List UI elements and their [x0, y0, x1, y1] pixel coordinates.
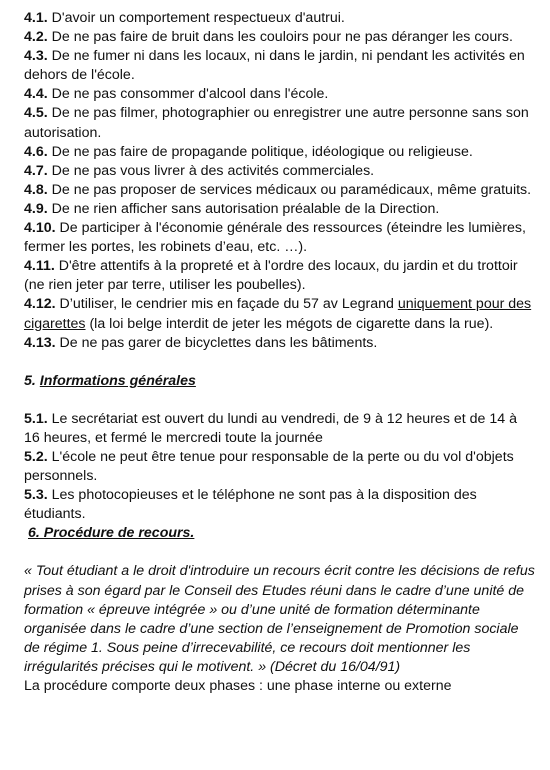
rule-text: De ne pas proposer de services médicaux ou paramédicaux, même gratuits.	[47, 181, 532, 198]
section-number: 5.	[24, 372, 40, 389]
rule-text: D’utiliser, le cendrier mis en façade du 57 av Legrand	[55, 296, 398, 313]
rule-number: 4.4.	[24, 86, 48, 103]
rules-list	[24, 9, 536, 295]
rule-item	[24, 85, 536, 104]
rule-number: 4.11.	[24, 258, 55, 275]
rule-text-underlined: uniquement pour des cigarettes	[24, 296, 532, 332]
info-text: Le secrétariat est ouvert du lundi au vendredi, de 9 à 12 heures et de 14 à 16 heures, et fermé le mercredi toute la journée	[24, 410, 517, 446]
rule-item	[24, 143, 536, 162]
rule-text: De ne pas faire de propagande politique, idéologique ou religieuse.	[47, 143, 473, 160]
rule-item	[24, 9, 536, 28]
rule-number: 4.12.	[24, 296, 56, 313]
rule-number: 4.2.	[24, 29, 48, 46]
rule-text: De ne pas faire de bruit dans les couloirs pour ne pas déranger les cours.	[47, 29, 513, 46]
rule-text: De ne pas filmer, photographier ou enregistrer une autre personne sans son autorisation.	[24, 105, 529, 141]
info-text: Les photocopieuses et le téléphone ne sont pas à la disposition des étudiants.	[24, 487, 477, 523]
rule-number: 4.8.	[24, 181, 48, 198]
procedure-line: La procédure comporte deux phases : une phase interne ou externe	[24, 678, 452, 694]
rule-item	[24, 162, 536, 181]
rule-number: 4.6.	[24, 143, 48, 160]
rule-text: De participer à l'économie générale des ressources (éteindre les lumières, fermer les portes, les robinets d’eau, etc. …).	[24, 220, 526, 256]
rule-text: De ne pas vous livrer à des activités commerciales.	[47, 162, 375, 179]
rule-number: 4.9.	[24, 200, 48, 217]
infos-list	[24, 410, 536, 525]
rule-item	[24, 219, 536, 257]
rule-item	[24, 104, 536, 142]
section-6-heading	[24, 524, 536, 543]
rule-text: De ne rien afficher sans autorisation préalable de la Direction.	[47, 200, 440, 217]
info-item	[24, 486, 536, 524]
rule-number: 4.5.	[24, 105, 48, 122]
spacer	[24, 543, 536, 562]
rule-text: (la loi belge interdit de jeter les mégots de cigarette dans la rue).	[85, 315, 494, 332]
rule-text: De ne pas consommer d'alcool dans l'école.	[47, 86, 329, 103]
rule-item-4-13	[24, 334, 536, 353]
rule-number: 4.13.	[24, 334, 56, 351]
spacer	[24, 391, 536, 410]
rule-text: De ne pas garer de bicyclettes dans les bâtiments.	[55, 334, 378, 351]
spacer	[24, 353, 536, 372]
rule-number: 4.1.	[24, 10, 48, 26]
rule-text: De ne fumer ni dans les locaux, ni dans le jardin, ni pendant les activités en dehors de l'école.	[24, 48, 525, 84]
section-title: Informations générales	[39, 372, 196, 389]
rule-item	[24, 257, 536, 295]
rule-number: 4.7.	[24, 162, 48, 179]
decree-quote: « Tout étudiant a le droit d'introduire un recours écrit contre les décisions de refus prises à son égard par le Conseil des Etudes réuni dans le cadre d’une unité de formation « épreuve intégrée » ou d’une unité de formation déterminante organisée dans le cadre d’une section de l’enseignement de Promotion sociale de régime 1. Sous peine d’irrecevabilité, ce recours doit mentionner les irrégularités précises qui le motivent. » (Décret du 16/04/91)	[24, 563, 535, 675]
info-item	[24, 410, 536, 448]
section-5-heading	[24, 372, 536, 391]
section-title: 6. Procédure de recours.	[28, 525, 195, 542]
info-number: 5.2.	[24, 448, 48, 465]
info-number: 5.3.	[24, 487, 48, 504]
rule-item-4-12	[24, 295, 536, 333]
rule-text: D'être attentifs à la propreté et à l'ordre des locaux, du jardin et du trottoir (ne rien jeter par terre, utiliser les poubelles).	[24, 258, 518, 294]
rule-item	[24, 47, 536, 85]
info-item	[24, 448, 536, 486]
rule-number: 4.10.	[24, 220, 56, 237]
rule-text: D'avoir un comportement respectueux d'autrui.	[47, 10, 345, 26]
rule-item	[24, 28, 536, 47]
info-text: L'école ne peut être tenue pour responsable de la perte ou du vol d'objets personnels.	[24, 448, 514, 485]
rule-item	[24, 181, 536, 200]
rule-number: 4.3.	[24, 48, 48, 65]
info-number: 5.1.	[24, 410, 48, 427]
rule-item	[24, 200, 536, 219]
